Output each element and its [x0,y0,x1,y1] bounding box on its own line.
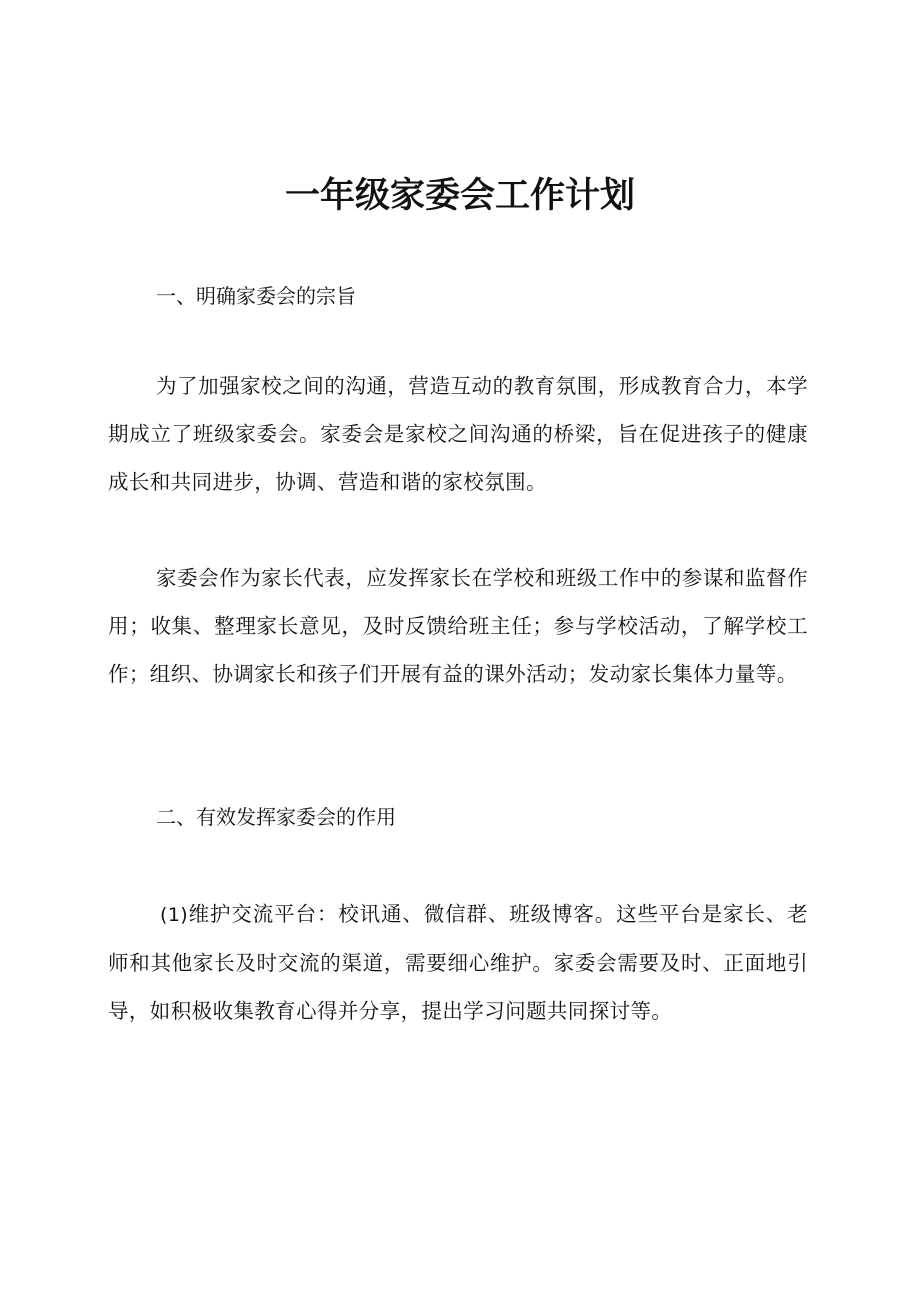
paragraph-item-1 [108,890,808,1035]
section-heading-purpose: 一、明确家委会的宗旨 [156,284,356,308]
document-title: 一年级家委会工作计划 [284,176,635,216]
item-text: 维护交流平台：校讯通、微信群、班级博客。这些平台是家长、老师和其他家长及时交流的渠道，需要细心维护。家委会需要及时、正面地引导，如积极收集教育心得并分享，提出学习问题共同探讨等。 [108,902,808,1023]
paragraph-purpose-1: 为了加强家校之间的沟通，营造互动的教育氛围，形成教育合力，本学期成立了班级家委会。家委会是家校之间沟通的桥梁，旨在促进孩子的健康成长和共同进步，协调、营造和谐的家校氛围。 [108,374,808,494]
section-heading-role: 二、有效发挥家委会的作用 [156,805,396,829]
paragraph-purpose-2: 家委会作为家长代表，应发挥家长在学校和班级工作中的参谋和监督作用；收集、整理家长意见，及时反馈给班主任；参与学校活动，了解学校工作；组织、协调家长和孩子们开展有益的课外活动；发动家长集体力量等。 [108,566,808,686]
item-number: (1) [160,904,189,926]
